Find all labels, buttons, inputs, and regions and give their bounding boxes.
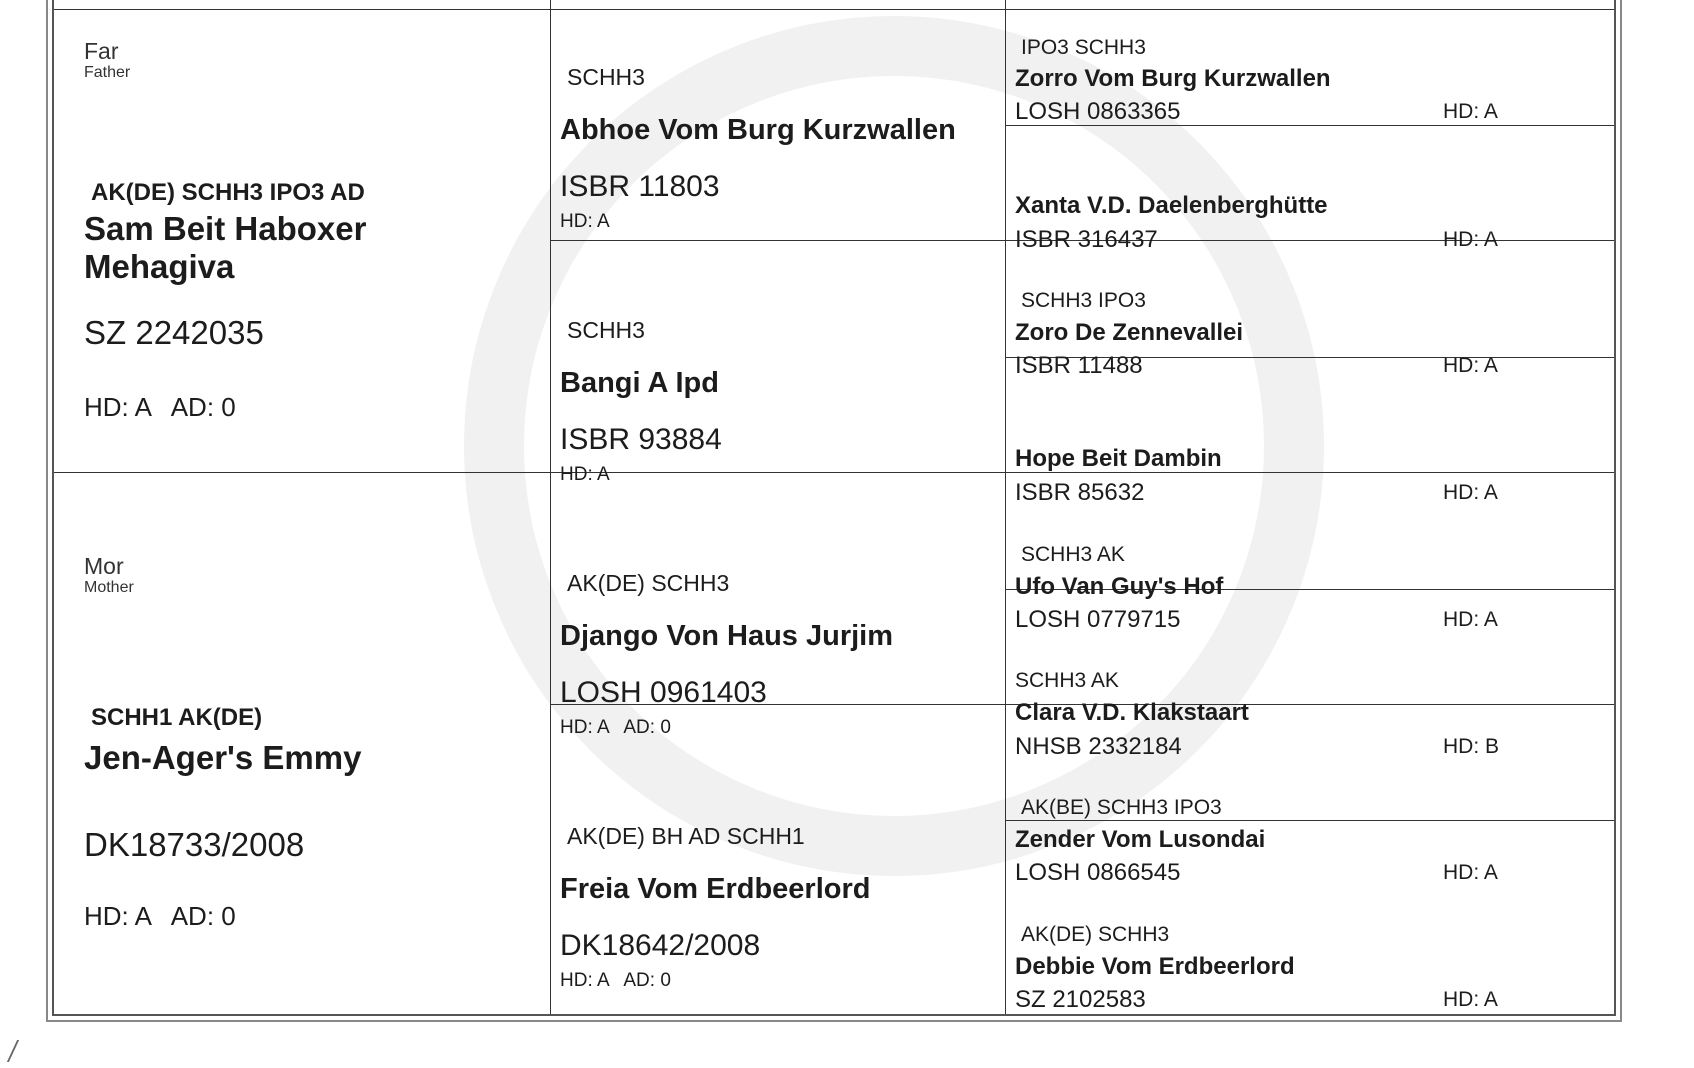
great-grandparent-name: Hope Beit Dambin xyxy=(1015,445,1222,472)
dam-name: Jen-Ager's Emmy xyxy=(84,739,362,776)
great-grandparent-titles: AK(DE) SCHH3 xyxy=(1021,923,1170,946)
great-grandparent-hd: HD: A xyxy=(1443,861,1498,884)
great-grandparent-titles: AK(BE) SCHH3 IPO3 xyxy=(1021,796,1222,819)
grandparent-registration: ISBR 93884 xyxy=(560,423,722,456)
great-grandparent-registration: ISBR 316437 xyxy=(1015,226,1158,253)
great-grandparent-hd: HD: A xyxy=(1443,228,1498,251)
great-grandparent-name: Xanta V.D. Daelenberghütte xyxy=(1015,192,1328,219)
grandparent-health: HD: A AD: 0 xyxy=(560,970,671,991)
dam-registration: DK18733/2008 xyxy=(84,826,305,863)
great-grandparent-name: Clara V.D. Klakstaart xyxy=(1015,699,1249,726)
grandparent-titles: AK(DE) BH AD SCHH1 xyxy=(567,823,805,849)
great-grandparent-registration: ISBR 85632 xyxy=(1015,479,1145,506)
great-grandparent-hd: HD: A xyxy=(1443,608,1498,631)
great-grandparent-name: Zorro Vom Burg Kurzwallen xyxy=(1015,65,1331,92)
great-grandparent-name: Ufo Van Guy's Hof xyxy=(1015,573,1224,600)
great-grandparent-titles: IPO3 SCHH3 xyxy=(1021,36,1146,59)
great-grandparent-registration: SZ 2102583 xyxy=(1015,986,1146,1013)
pedigree-table xyxy=(52,0,1616,1016)
great-grandparent-hd: HD: B xyxy=(1443,735,1500,758)
sire-sublabel: Father xyxy=(84,64,131,81)
grandparent-registration: ISBR 11803 xyxy=(560,170,720,203)
pen-mark xyxy=(7,1040,39,1062)
sire-label: Far xyxy=(84,38,119,64)
great-grandparent-hd: HD: A xyxy=(1443,354,1498,377)
dam-label: Mor xyxy=(84,553,124,579)
grandparent-health: HD: A AD: 0 xyxy=(560,717,671,738)
grandparent-health: HD: A xyxy=(560,464,610,485)
dam-sublabel: Mother xyxy=(84,579,134,596)
dam-health: HD: A AD: 0 xyxy=(84,901,236,931)
grandparent-titles: SCHH3 xyxy=(567,317,645,343)
great-grandparent-titles: SCHH3 AK xyxy=(1021,543,1125,566)
grandparent-name: Abhoe Vom Burg Kurzwallen xyxy=(560,114,956,146)
column-divider xyxy=(550,0,551,1014)
dam-titles: SCHH1 AK(DE) xyxy=(91,704,263,731)
row-divider xyxy=(54,9,1614,10)
grandparent-titles: SCHH3 xyxy=(567,64,645,90)
sire-registration: SZ 2242035 xyxy=(84,314,264,351)
great-grandparent-hd: HD: A xyxy=(1443,988,1498,1011)
great-grandparent-name: Zoro De Zennevallei xyxy=(1015,319,1244,346)
great-grandparent-registration: LOSH 0866545 xyxy=(1015,859,1181,886)
great-grandparent-name: Debbie Vom Erdbeerlord xyxy=(1015,953,1295,980)
grandparent-registration: LOSH 0961403 xyxy=(560,676,767,709)
great-grandparent-registration: NHSB 2332184 xyxy=(1015,733,1182,760)
row-divider xyxy=(1005,820,1614,821)
column-divider xyxy=(1005,0,1006,1014)
great-grandparent-registration: ISBR 11488 xyxy=(1015,352,1143,379)
sire-health: HD: A AD: 0 xyxy=(84,392,236,422)
great-grandparent-titles: SCHH3 AK xyxy=(1015,669,1119,692)
great-grandparent-hd: HD: A xyxy=(1443,100,1498,123)
grandparent-titles: AK(DE) SCHH3 xyxy=(567,570,730,596)
grandparent-registration: DK18642/2008 xyxy=(560,929,761,962)
grandparent-name: Bangi A Ipd xyxy=(560,367,719,399)
grandparent-health: HD: A xyxy=(560,211,610,232)
great-grandparent-titles: SCHH3 IPO3 xyxy=(1021,289,1146,312)
row-divider xyxy=(54,472,1614,473)
great-grandparent-registration: LOSH 0863365 xyxy=(1015,98,1181,125)
great-grandparent-hd: HD: A xyxy=(1443,481,1498,504)
grandparent-name: Freia Vom Erdbeerlord xyxy=(560,873,871,905)
grandparent-name: Django Von Haus Jurjim xyxy=(560,620,894,652)
sire-titles: AK(DE) SCHH3 IPO3 AD xyxy=(91,179,365,206)
great-grandparent-registration: LOSH 0779715 xyxy=(1015,606,1181,633)
sire-name-line2: Mehagiva xyxy=(84,248,235,285)
sire-name-line1: Sam Beit Haboxer xyxy=(84,210,367,247)
great-grandparent-name: Zender Vom Lusondai xyxy=(1015,826,1266,853)
